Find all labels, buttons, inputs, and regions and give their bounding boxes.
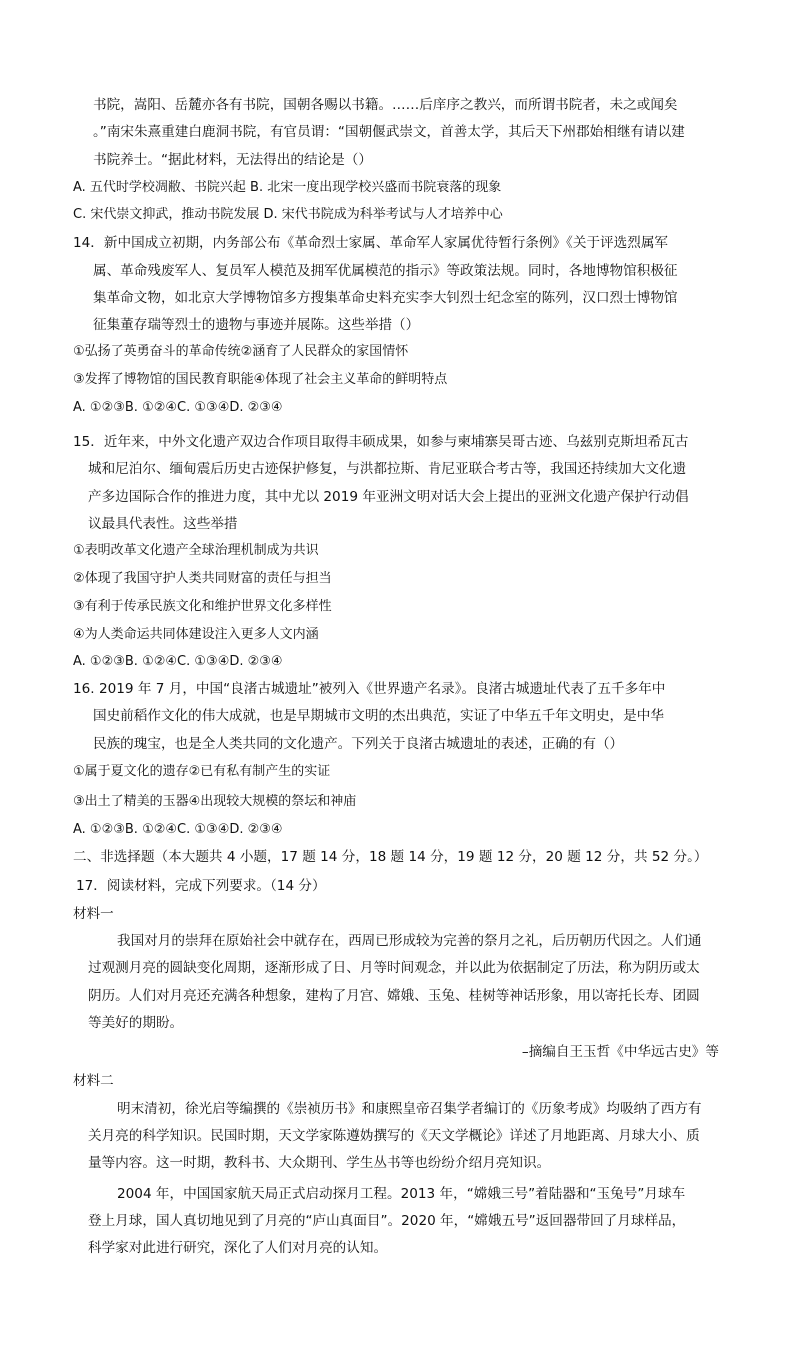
q14-statement-1: ①弘扬了英勇奋斗的革命传统②涵育了人民群众的家国情怀 bbox=[73, 344, 409, 359]
q14-options: A. ①②③B. ①②④C. ①③④D. ②③④ bbox=[73, 400, 283, 415]
material1-source: –摘编自王玉哲《中华远古史》等 bbox=[521, 1044, 719, 1060]
q13-line-3: 书院养士。“据此材料，无法得出的结论是（） bbox=[93, 152, 372, 168]
q15-line-4: 议最具代表性。这些举措 bbox=[88, 516, 238, 532]
material1-line-2: 过观测月亮的圆缺变化周期，逐渐形成了日、月等时间观念，并以此为依据制定了历法，称为阴历或太 bbox=[88, 960, 700, 976]
q15-line-1: 15．近年来，中外文化遗产双边合作项目取得丰硕成果，如参与柬埔寨吴哥古迹、乌兹别克斯坦希瓦古 bbox=[73, 434, 689, 450]
q15-statement-3: ③有利于传承民族文化和维护世界文化多样性 bbox=[73, 599, 332, 614]
q14-line-2: 属、革命残废军人、复员军人模范及拥军优属模范的指示》等政策法规。同时，各地博物馆积极征 bbox=[93, 263, 678, 279]
q16-line-1: 16. 2019 年 7 月，中国“良渚古城遗址”被列入《世界遗产名录》。良渚古城遗址代表了五千多年中 bbox=[73, 681, 666, 697]
q13-option-ab: A. 五代时学校凋敝、书院兴起 B. 北宋一度出现学校兴盛而书院衰落的现象 bbox=[73, 180, 502, 195]
q16-statement-1: ①属于夏文化的遗存②已有私有制产生的实证 bbox=[73, 764, 331, 779]
material2-label: 材料二 bbox=[73, 1073, 114, 1089]
q15-line-3: 产多边国际合作的推进力度，其中尤以 2019 年亚洲文明对话大会上提出的亚洲文化遗产保护行动倡 bbox=[88, 489, 689, 505]
q14-statement-2: ③发挥了博物馆的国民教育职能④体现了社会主义革命的鲜明特点 bbox=[73, 372, 448, 387]
q14-line-4: 征集董存瑞等烈士的遗物与事迹并展陈。这些举措（） bbox=[93, 317, 420, 333]
q15-line-2: 城和尼泊尔、缅甸震后历史古迹保护修复，与洪都拉斯、肯尼亚联合考古等，我国还持续加大文化遗 bbox=[88, 461, 687, 477]
material2-p1-line-2: 关月亮的科学知识。民国时期，天文学家陈遵妫撰写的《天文学概论》详述了月地距离、月球大小、质 bbox=[88, 1128, 700, 1144]
q14-line-1: 14．新中国成立初期，内务部公布《革命烈士家属、革命军人家属优待暂行条例》《关于评选烈属军 bbox=[73, 235, 669, 251]
q16-line-3: 民族的瑰宝，也是全人类共同的文化遗产。下列关于良渚古城遗址的表述，正确的有（） bbox=[93, 736, 624, 752]
q15-statement-4: ④为人类命运共同体建设注入更多人文内涵 bbox=[73, 627, 319, 642]
material1-line-3: 阴历。人们对月亮还充满各种想象，建构了月宫、嫦娥、玉兔、桂树等神话形象，用以寄托长寿、团圆 bbox=[88, 988, 700, 1004]
material1-line-4: 等美好的期盼。 bbox=[88, 1015, 184, 1031]
material2-p2-line-3: 科学家对此进行研究，深化了人们对月亮的认知。 bbox=[88, 1240, 388, 1256]
q15-options: A. ①②③B. ①②④C. ①③④D. ②③④ bbox=[73, 654, 283, 669]
q16-options: A. ①②③B. ①②④C. ①③④D. ②③④ bbox=[73, 822, 283, 837]
material2-p1-line-3: 量等内容。这一时期，教科书、大众期刊、学生丛书等也纷纷介绍月亮知识。 bbox=[88, 1155, 551, 1171]
q15-statement-2: ②体现了我国守护人类共同财富的责任与担当 bbox=[73, 571, 332, 586]
q13-option-cd: C. 宋代崇文抑武，推动书院发展 D. 宋代书院成为科举考试与人才培养中心 bbox=[73, 207, 503, 222]
material2-p2-line-2: 登上月球，国人真切地见到了月亮的“庐山真面目”。2020 年，“嫦娥五号”返回器带回了月球样品， bbox=[88, 1213, 686, 1229]
q15-statement-1: ①表明改革文化遗产全球治理机制成为共识 bbox=[73, 543, 319, 558]
material1-line-1: 我国对月的崇拜在原始社会中就存在，西周已形成较为完善的祭月之礼，后历朝历代因之。人们通 bbox=[117, 933, 702, 949]
q14-line-3: 集革命文物，如北京大学博物馆多方搜集革命史料充实李大钊烈士纪念室的陈列，汉口烈士博物馆 bbox=[93, 290, 678, 306]
material2-p2-line-1: 2004 年，中国国家航天局正式启动探月工程。2013 年，“嫦娥三号”着陆器和“玉兔号”月球车 bbox=[117, 1186, 686, 1202]
q13-line-1: 书院，嵩阳、岳麓亦各有书院，国朝各赐以书籍。……后庠序之教兴，而所谓书院者，未之或闻矣 bbox=[93, 97, 678, 113]
q17-prompt: 17．阅读材料，完成下列要求。（14 分） bbox=[76, 878, 326, 894]
material1-label: 材料一 bbox=[73, 906, 114, 922]
q16-line-2: 国史前稻作文化的伟大成就，也是早期城市文明的杰出典范，实证了中华五千年文明史，是中华 bbox=[93, 708, 664, 724]
section-heading: 二、非选择题（本大题共 4 小题，17 题 14 分，18 题 14 分，19 题 12 分，20 题 12 分，共 52 分。） bbox=[73, 849, 708, 865]
q16-statement-2: ③出土了精美的玉器④出现较大规模的祭坛和神庙 bbox=[73, 794, 357, 809]
material2-p1-line-1: 明末清初，徐光启等编撰的《崇祯历书》和康熙皇帝召集学者编订的《历象考成》均吸纳了西方有 bbox=[117, 1101, 702, 1117]
q13-line-2: 。”南宋朱熹重建白鹿洞书院，有官员谓：“国朝偃武崇文，首善太学，其后天下州郡始相继有请以建 bbox=[93, 124, 685, 140]
